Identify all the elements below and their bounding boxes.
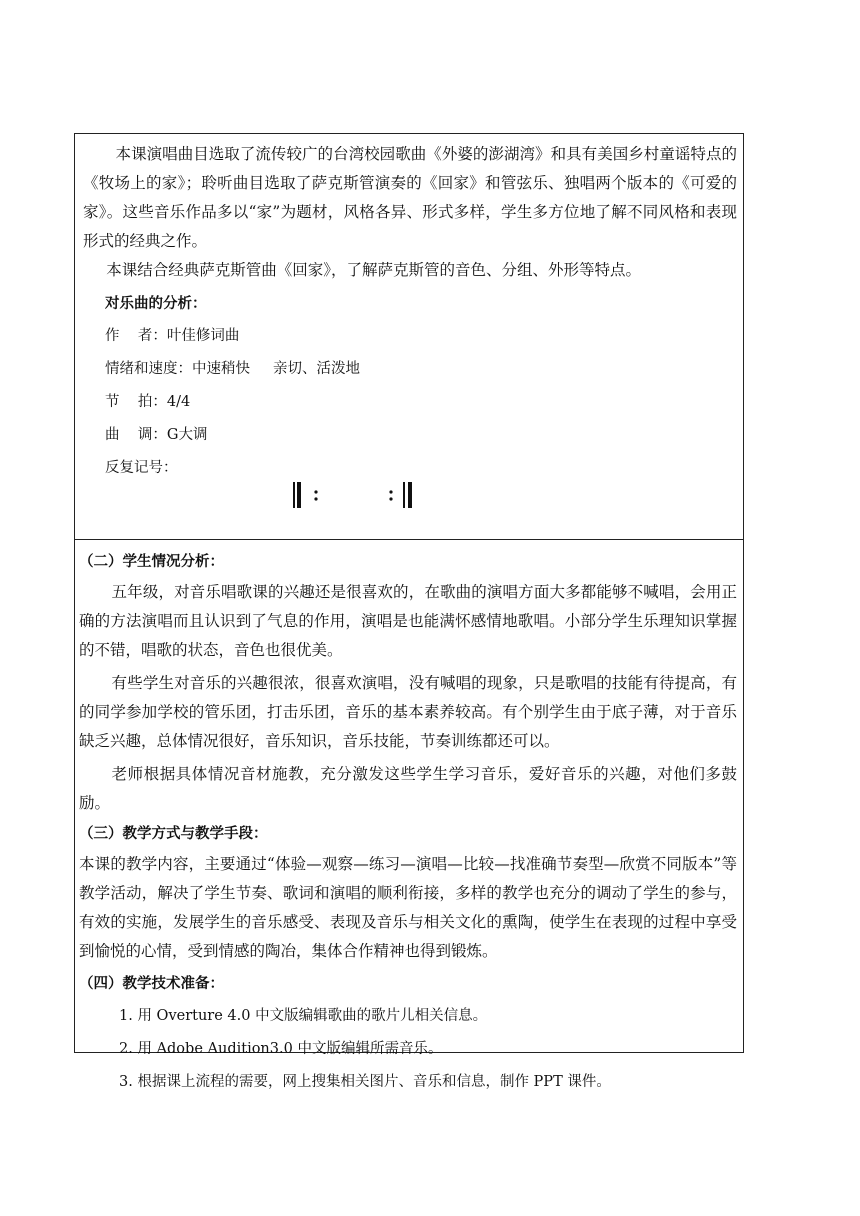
repeat-start-dot-bottom <box>314 497 317 500</box>
repeat-end-dot-bottom <box>389 497 392 500</box>
repeat-end-dot-top <box>389 490 392 493</box>
teaching-method-heading: （三）教学方式与教学手段： <box>79 825 268 842</box>
analysis-title: 对乐曲的分析： <box>105 295 207 312</box>
analysis-box <box>74 539 744 1090</box>
repeat-sign-label: 反复记号： <box>105 460 178 476</box>
student-paragraph-2: 有些学生对音乐的兴趣很浓，很喜欢演唱，没有喊唱的现象，只是歌唱的技能有待提高，有的同学参加学校的管乐团，打击乐团，音乐的基本素养较高。有个别学生由于底子薄，对于音乐缺乏兴趣，总体情况很好，音乐知识，音乐技能，节奏训练都还可以。 <box>79 674 737 750</box>
tech-prep-item-2: 2. 用 Adobe Audition3.0 中文版编辑所需音乐。 <box>119 1041 443 1057</box>
repeat-start-thick-bar <box>297 482 301 508</box>
meter-line: 节 拍：4/4 <box>105 394 191 410</box>
student-analysis-heading: （二）学生情况分析： <box>79 553 224 570</box>
repeat-end-thick-bar <box>408 482 412 508</box>
repeat-sign-icon <box>291 480 421 512</box>
tech-prep-item-3: 3. 根据课上流程的需要，网上搜集相关图片、音乐和信息，制作 PPT 课件。 <box>119 1074 611 1090</box>
tech-prep-item-1: 1. 用 Overture 4.0 中文版编辑歌曲的歌片儿相关信息。 <box>119 1008 488 1024</box>
repeat-start-dot-top <box>314 490 317 493</box>
lesson-content-box <box>74 133 744 539</box>
author-line: 作 者：叶佳修词曲 <box>105 328 240 344</box>
repeat-end-thin-bar <box>403 482 405 508</box>
student-paragraph-1: 五年级，对音乐唱歌课的兴趣还是很喜欢的，在歌曲的演唱方面大多都能够不喊唱，会用正确的方法演唱而且认识到了气息的作用，演唱是也能满怀感情地歌唱。小部分学生乐理知识掌握的不错，唱歌的状态，音色也很优美。 <box>79 583 737 659</box>
teaching-method-paragraph: 本课的教学内容，主要通过“体验—观察—练习—演唱—比较—找准确节奏型—欣赏不同版本”等教学活动，解决了学生节奏、歌词和演唱的顺利衔接，多样的教学也充分的调动了学生的参与，有效的实施，发展学生的音乐感受、表现及音乐与相关文化的熏陶，使学生在表现的过程中享受到愉悦的心情，受到情感的陶冶，集体合作精神也得到锻炼。 <box>79 855 737 960</box>
intro-paragraph: 本课演唱曲目选取了流传较广的台湾校园歌曲《外婆的澎湖湾》和具有美国乡村童谣特点的《牧场上的家》；聆听曲目选取了萨克斯管演奏的《回家》和管弦乐、独唱两个版本的《可爱的家》。这些音乐作品多以“家”为题材，风格各异、形式多样，学生多方位地了解不同风格和表现形式的经典之作。 <box>83 145 737 250</box>
student-paragraph-3: 老师根据具体情况音材施教，充分激发这些学生学习音乐，爱好音乐的兴趣，对他们多鼓励。 <box>79 765 737 812</box>
key-line: 曲 调：G大调 <box>105 427 208 443</box>
tech-prep-heading: （四）教学技术准备： <box>79 975 224 992</box>
repeat-start-thin-bar <box>293 482 295 508</box>
saxophone-paragraph: 本课结合经典萨克斯管曲《回家》，了解萨克斯管的音色、分组、外形等特点。 <box>106 261 642 279</box>
mood-tempo-line: 情绪和速度：中速稍快 亲切、活泼地 <box>105 361 361 377</box>
